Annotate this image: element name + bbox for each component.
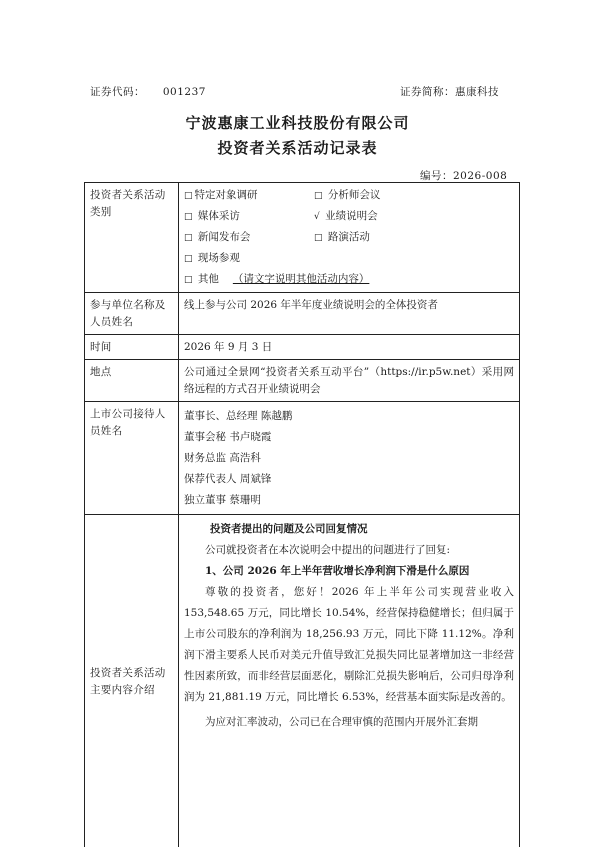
option-label: 路演活动	[328, 231, 370, 243]
stock-code-value: 001237	[163, 86, 206, 98]
checkmark-icon: √	[314, 212, 320, 222]
option-label: 其他	[198, 273, 219, 285]
content-intro: 公司就投资者在本次说明会中提出的问题进行了回复:	[184, 540, 514, 561]
row-participants	[85, 293, 520, 335]
checkbox-icon: □	[314, 233, 323, 243]
other-note: （请文字说明其他活动内容）	[233, 273, 370, 285]
question-1: 1、公司 2026 年上半年营收增长净利润下滑是什么原因	[184, 561, 514, 582]
option-media-interview	[184, 208, 314, 226]
time-value: 2026 年 9 月 3 日	[179, 335, 520, 360]
option-specific-research	[184, 187, 314, 205]
option-label: 现场参观	[198, 252, 240, 264]
category-options	[179, 183, 520, 293]
option-label: 新闻发布会	[198, 231, 251, 243]
receptionist-item: 财务总监 高浩科	[184, 448, 514, 469]
row-content	[85, 515, 520, 847]
checkbox-icon: □	[314, 191, 323, 201]
option-label: 分析师会议	[328, 189, 381, 201]
checkbox-icon: □	[184, 191, 193, 201]
receptionists-label: 上市公司接待人员姓名	[85, 402, 179, 515]
company-title: 宁波惠康工业科技股份有限公司	[0, 112, 595, 133]
option-earnings-call	[314, 208, 514, 226]
receptionist-item: 董事长、总经理 陈越鹏	[184, 406, 514, 427]
stock-abbr-label: 证券简称：	[400, 86, 455, 98]
stock-abbr	[400, 84, 499, 99]
document-number: 编号：2026-008	[420, 168, 507, 183]
option-analyst-meeting	[314, 187, 514, 205]
checkbox-icon: □	[184, 212, 193, 222]
participants-value: 线上参与公司 2026 年半年度业绩说明会的全体投资者	[179, 293, 520, 335]
answer-1: 尊敬的投资者，您好！2026 年上半年公司实现营业收入 153,548.65 万元，同比增长 10.54%，经营保持稳健增长；但归属于上市公司股东的净利润为 18,256.93 万元，同比下降 11.12%。净利润下滑主要系人民币对美元升值导致汇兑损失同比显著增加这一非经营性因素所致，而非经营层面恶化，剔除汇兑损失影响后，公司归母净利润为 21,881.19 万元，同比增长 6.53%，经营基本面实际是改善的。	[184, 582, 514, 708]
receptionist-item: 董事会秘 书卢晓霞	[184, 427, 514, 448]
participants-label: 参与单位名称及人员姓名	[85, 293, 179, 335]
row-receptionists	[85, 402, 520, 515]
location-label: 地点	[85, 360, 179, 402]
option-label: 业绩说明会	[325, 210, 378, 222]
option-label: 媒体采访	[198, 210, 240, 222]
location-value: 公司通过全景网“投资者关系互动平台”（https://ir.p5w.net）采用网络远程的方式召开业绩说明会	[179, 360, 520, 402]
option-label: 特定对象调研	[195, 189, 258, 201]
option-site-visit	[184, 250, 314, 268]
answer-2: 为应对汇率波动，公司已在合理审慎的范围内开展外汇套期	[184, 712, 514, 733]
content-heading: 投资者提出的问题及公司回复情况	[184, 519, 514, 540]
row-category	[85, 183, 520, 293]
category-label: 投资者关系活动类别	[85, 183, 179, 293]
checkbox-icon: □	[184, 233, 193, 243]
stock-code-label: 证券代码：	[90, 86, 145, 98]
document-title: 投资者关系活动记录表	[0, 137, 595, 158]
row-location	[85, 360, 520, 402]
checkbox-icon: □	[184, 275, 193, 285]
stock-code	[90, 84, 206, 99]
record-table	[84, 182, 520, 847]
content-label: 投资者关系活动主要内容介绍	[85, 515, 179, 847]
time-label: 时间	[85, 335, 179, 360]
checkbox-icon: □	[184, 254, 193, 264]
option-press-conference	[184, 229, 314, 247]
receptionists-list	[179, 402, 520, 515]
option-roadshow	[314, 229, 514, 247]
row-time	[85, 335, 520, 360]
receptionist-item: 独立董事 蔡珊明	[184, 490, 514, 511]
content-body	[179, 515, 520, 847]
stock-abbr-value: 惠康科技	[455, 86, 499, 98]
option-other	[184, 271, 514, 289]
receptionist-item: 保荐代表人 周斌锋	[184, 469, 514, 490]
